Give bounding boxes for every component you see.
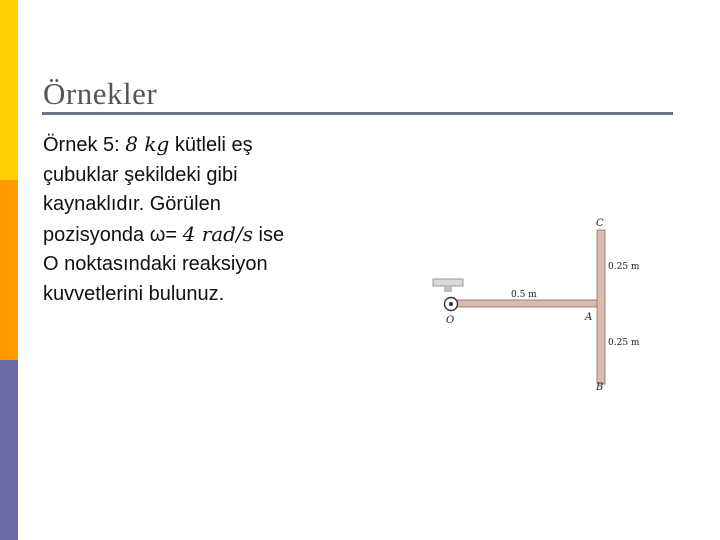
problem-line-6: kuvvetlerini bulunuz. bbox=[43, 282, 225, 305]
rod-assembly-diagram bbox=[425, 208, 665, 398]
dimension-AC: 0.25 m bbox=[608, 262, 640, 272]
slide-title: Örnekler bbox=[43, 76, 158, 111]
support-bracket bbox=[444, 286, 452, 292]
label-B: B bbox=[596, 382, 604, 393]
rod-assembly-figure bbox=[425, 208, 665, 398]
omega-value: 4 rad/s bbox=[182, 221, 253, 246]
ground-support bbox=[433, 279, 463, 286]
title-underline bbox=[42, 112, 673, 115]
vertical-rod-BC bbox=[597, 230, 605, 384]
problem-line-1: Örnek 5: 8 kg kütleli eş bbox=[43, 132, 253, 156]
label-O: O bbox=[446, 315, 455, 326]
dimension-AB: 0.25 m bbox=[608, 338, 640, 348]
problem-statement bbox=[43, 130, 343, 309]
label-A: A bbox=[585, 312, 593, 323]
problem-line-4: pozisyonda ω= 4 rad/s ise bbox=[43, 221, 285, 246]
label-C: C bbox=[596, 218, 604, 229]
side-bar-blue bbox=[0, 360, 18, 540]
side-bar-orange bbox=[0, 180, 18, 360]
dimension-OA: 0.5 m bbox=[511, 290, 537, 300]
side-bar-yellow bbox=[0, 0, 18, 180]
horizontal-rod-OA bbox=[451, 300, 601, 307]
mass-value: 8 kg bbox=[125, 132, 170, 156]
pivot-center bbox=[449, 302, 453, 306]
problem-line-2: çubuklar şekildeki gibi bbox=[43, 163, 238, 186]
problem-line-3: kaynaklıdır. Görülen bbox=[43, 193, 221, 215]
problem-line-5: O noktasındaki reaksiyon bbox=[43, 253, 268, 275]
